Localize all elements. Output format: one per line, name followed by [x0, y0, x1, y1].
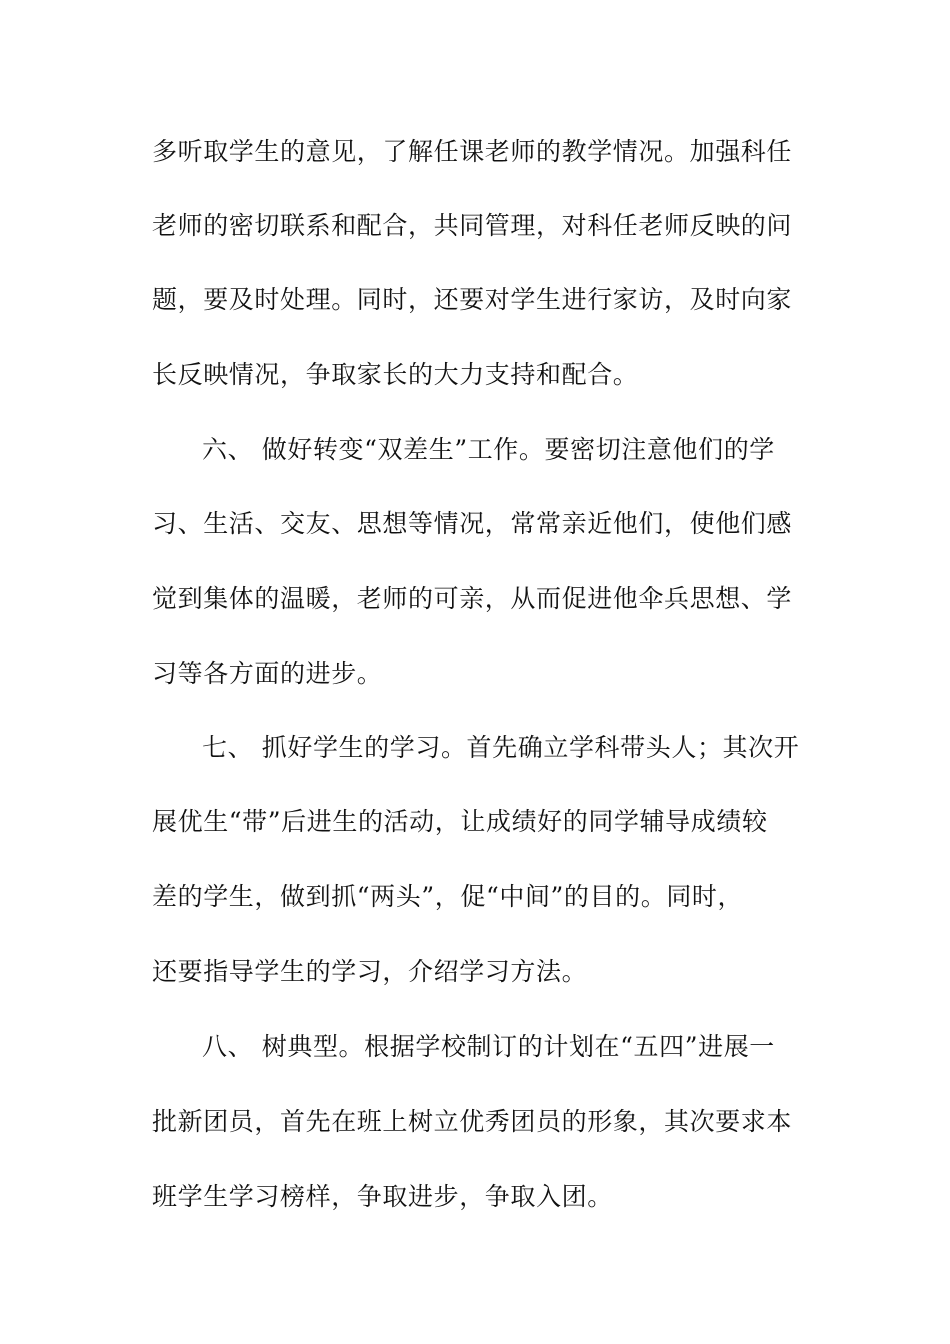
text-line: 习、生活、交友、思想等情况，常常亲近他们，使他们感	[152, 509, 793, 538]
text-line: 题，要及时处理。同时，还要对学生进行家访，及时向家	[152, 285, 793, 314]
section-heading-seven: 七、 抓好学生的学习。首先确立学科带头人；其次开	[202, 733, 800, 762]
text-line: 长反映情况，争取家长的大力支持和配合。	[152, 360, 639, 389]
text-line: 老师的密切联系和配合，共同管理，对科任老师反映的问	[152, 211, 793, 240]
text-line: 觉到集体的温暖，老师的可亲，从而促进他伞兵思想、学	[152, 584, 793, 613]
section-heading-six: 六、 做好转变“双差生”工作。要密切注意他们的学	[202, 435, 775, 464]
text-line: 展优生“带”后进生的活动，让成绩好的同学辅导成绩较	[152, 807, 768, 836]
text-line: 还要指导学生的学习，介绍学习方法。	[152, 957, 588, 986]
text-line: 差的学生，做到抓“两头”，促“中间”的目的。同时，	[152, 882, 744, 911]
text-line: 批新团员，首先在班上树立优秀团员的形象，其次要求本	[152, 1107, 793, 1136]
text-line: 习等各方面的进步。	[152, 659, 383, 688]
text-line: 班学生学习榜样，争取进步，争取入团。	[152, 1182, 613, 1211]
section-heading-eight: 八、 树典型。根据学校制订的计划在“五四”进展一	[202, 1032, 775, 1061]
text-line: 多听取学生的意见，了解任课老师的教学情况。加强科任	[152, 137, 793, 166]
